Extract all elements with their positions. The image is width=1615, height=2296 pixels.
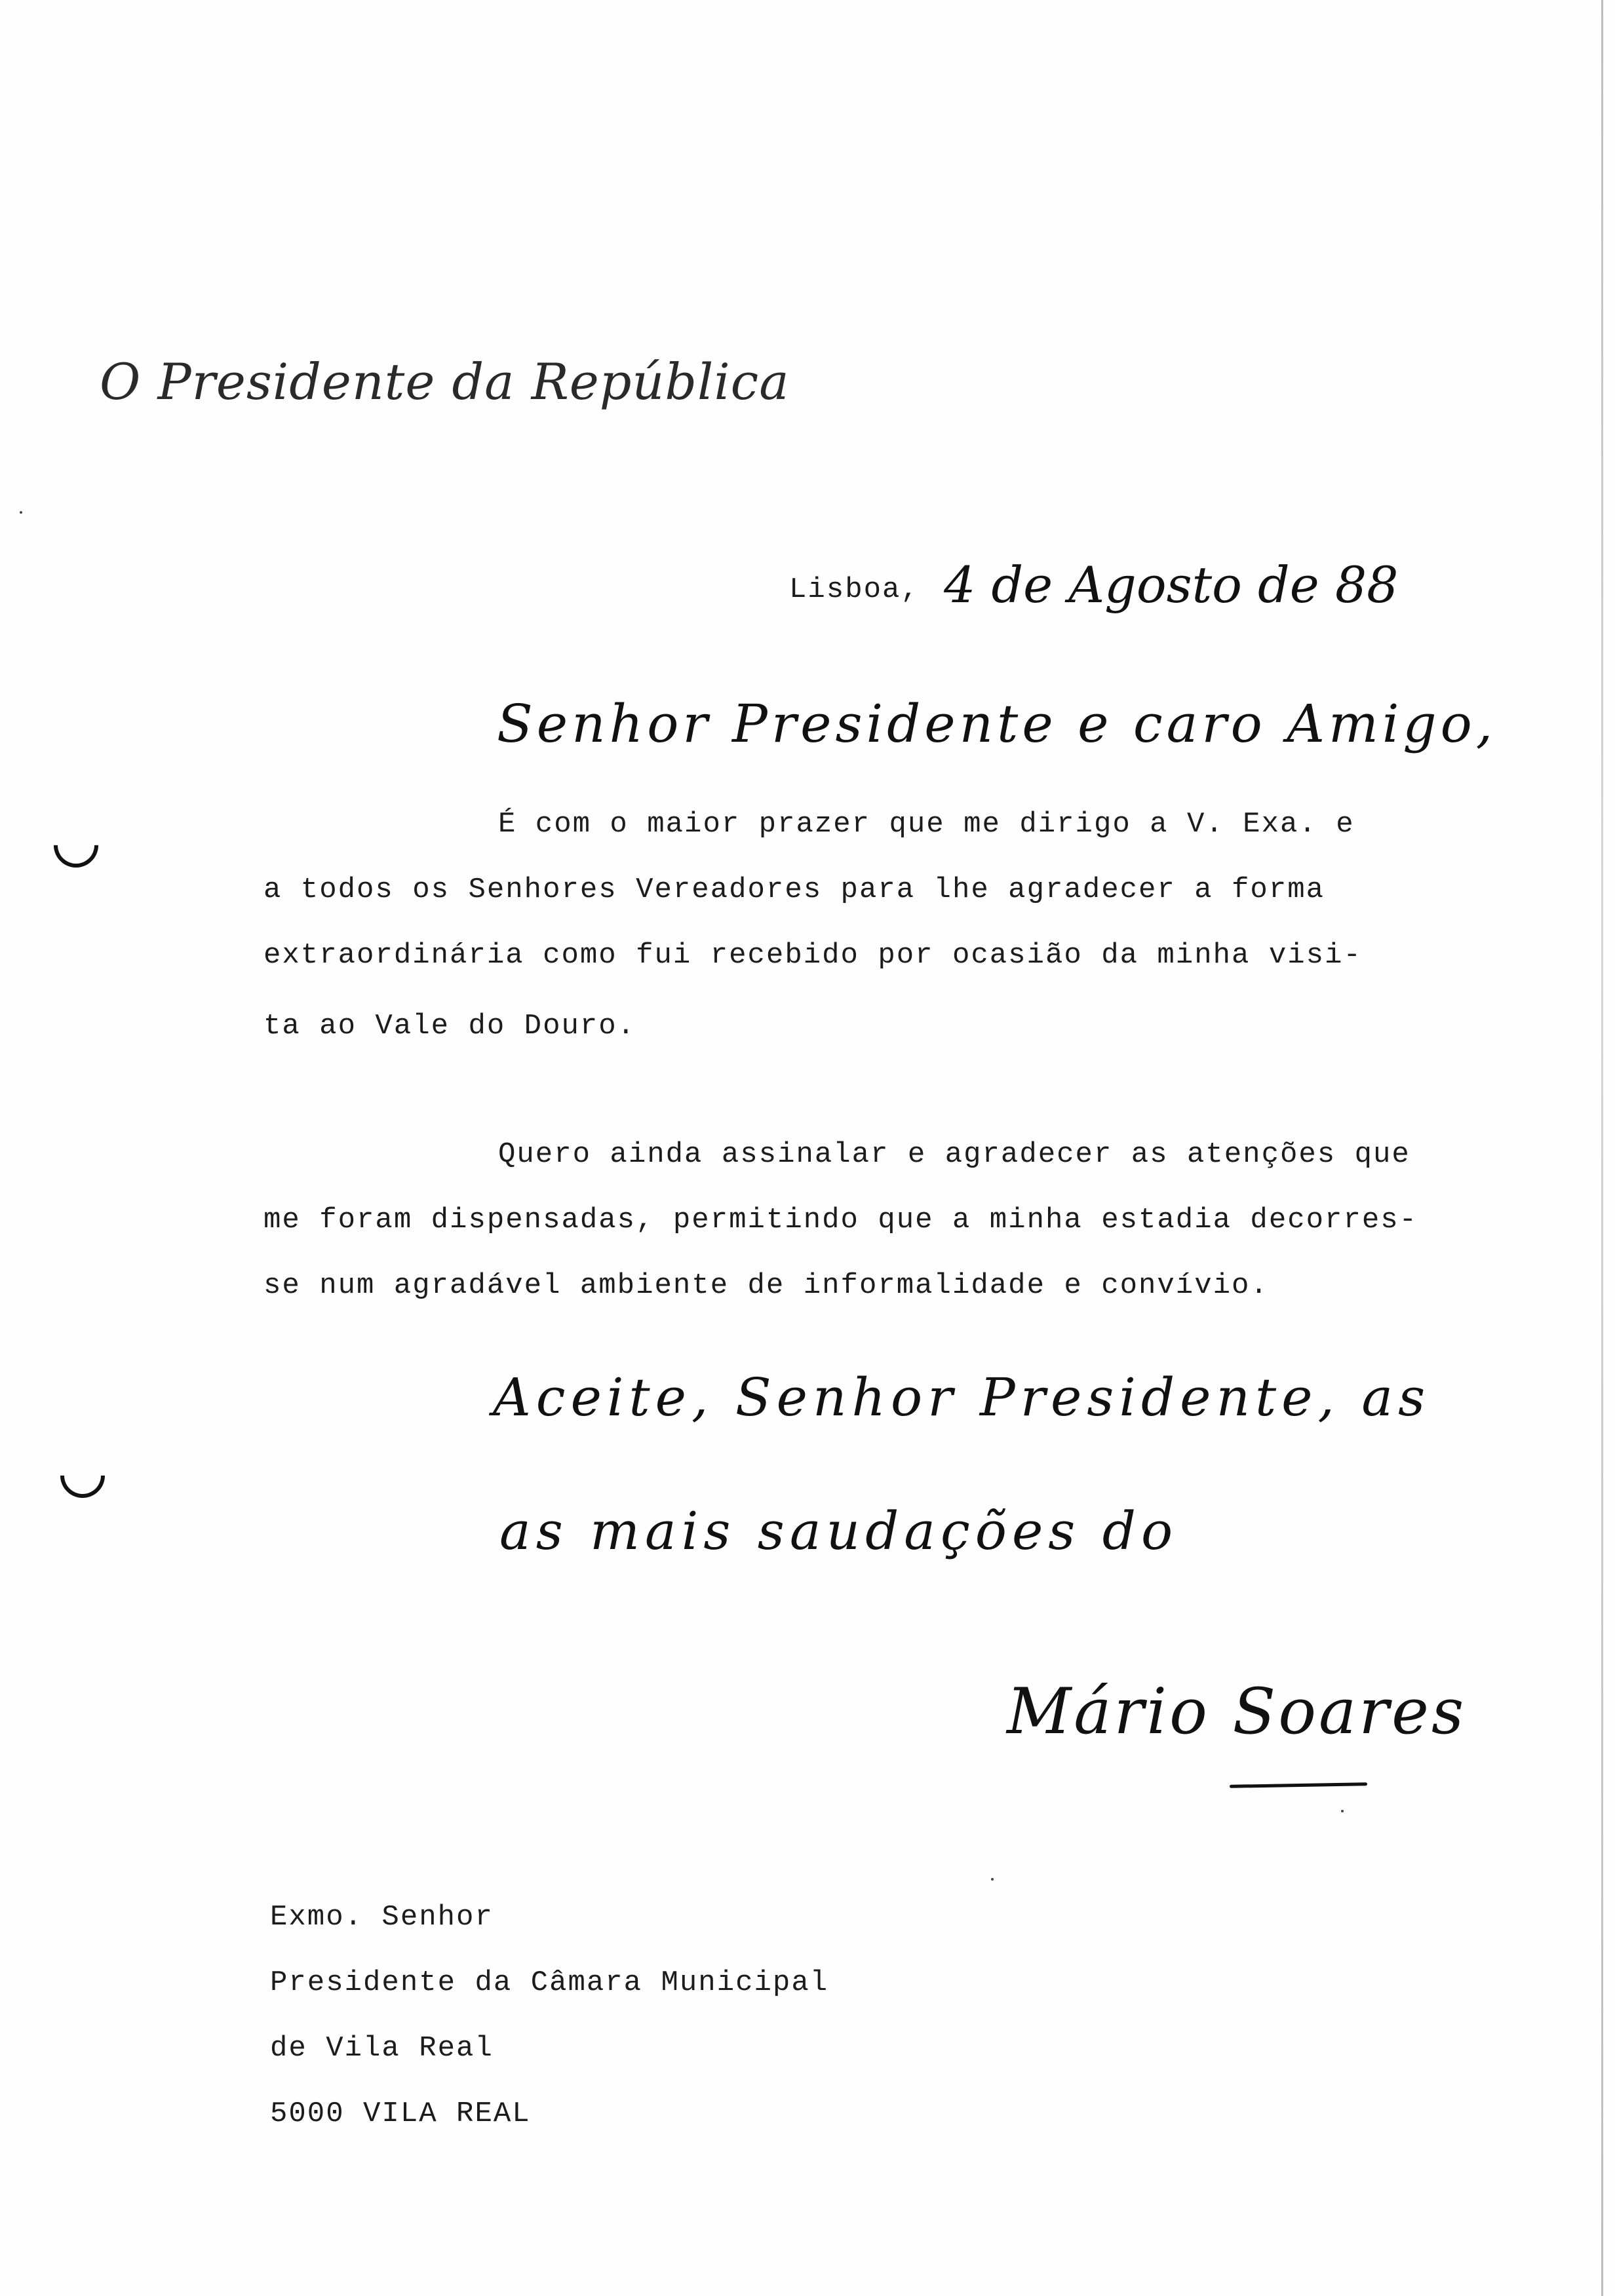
paragraph-2-line-3: se num agradável ambiente de informalidade e convívio. bbox=[263, 1269, 1269, 1302]
punch-hole-top bbox=[45, 814, 107, 877]
signature: Mário Soares bbox=[1007, 1675, 1467, 1748]
addressee-line-3: de Vila Real bbox=[270, 2032, 494, 2065]
page-edge-shadow bbox=[1601, 0, 1603, 2296]
paragraph-1-line-3: extraordinária como fui recebido por ocasião da minha visi- bbox=[263, 939, 1362, 972]
speck bbox=[20, 511, 22, 514]
date-handwritten: 4 de Agosto de 88 bbox=[944, 556, 1399, 614]
date-place: Lisboa, bbox=[789, 573, 920, 606]
paragraph-2-line-2: me foram dispensadas, permitindo que a minha estadia decorres- bbox=[263, 1204, 1418, 1236]
speck bbox=[1341, 1810, 1344, 1812]
closing-line-1: Aceite, Senhor Presidente, as bbox=[493, 1367, 1431, 1428]
addressee-line-2: Presidente da Câmara Municipal bbox=[270, 1966, 829, 1999]
punch-hole-bottom bbox=[51, 1444, 114, 1507]
paragraph-2-line-1: Quero ainda assinalar e agradecer as atenções que bbox=[498, 1138, 1411, 1171]
letterhead: O Presidente da República bbox=[100, 353, 790, 411]
addressee-line-1: Exmo. Senhor bbox=[270, 1901, 494, 1934]
paragraph-1-line-4: ta ao Vale do Douro. bbox=[263, 1010, 636, 1043]
speck bbox=[991, 1878, 994, 1881]
addressee-line-4: 5000 VILA REAL bbox=[270, 2097, 531, 2130]
paragraph-1-line-2: a todos os Senhores Vereadores para lhe agradecer a forma bbox=[263, 873, 1325, 906]
paragraph-1-line-1: É com o maior prazer que me dirigo a V. Exa. e bbox=[498, 808, 1355, 841]
signature-underline bbox=[1230, 1782, 1367, 1788]
salutation: Senhor Presidente e caro Amigo, bbox=[497, 693, 1497, 754]
closing-line-2: as mais saudações do bbox=[499, 1501, 1178, 1561]
